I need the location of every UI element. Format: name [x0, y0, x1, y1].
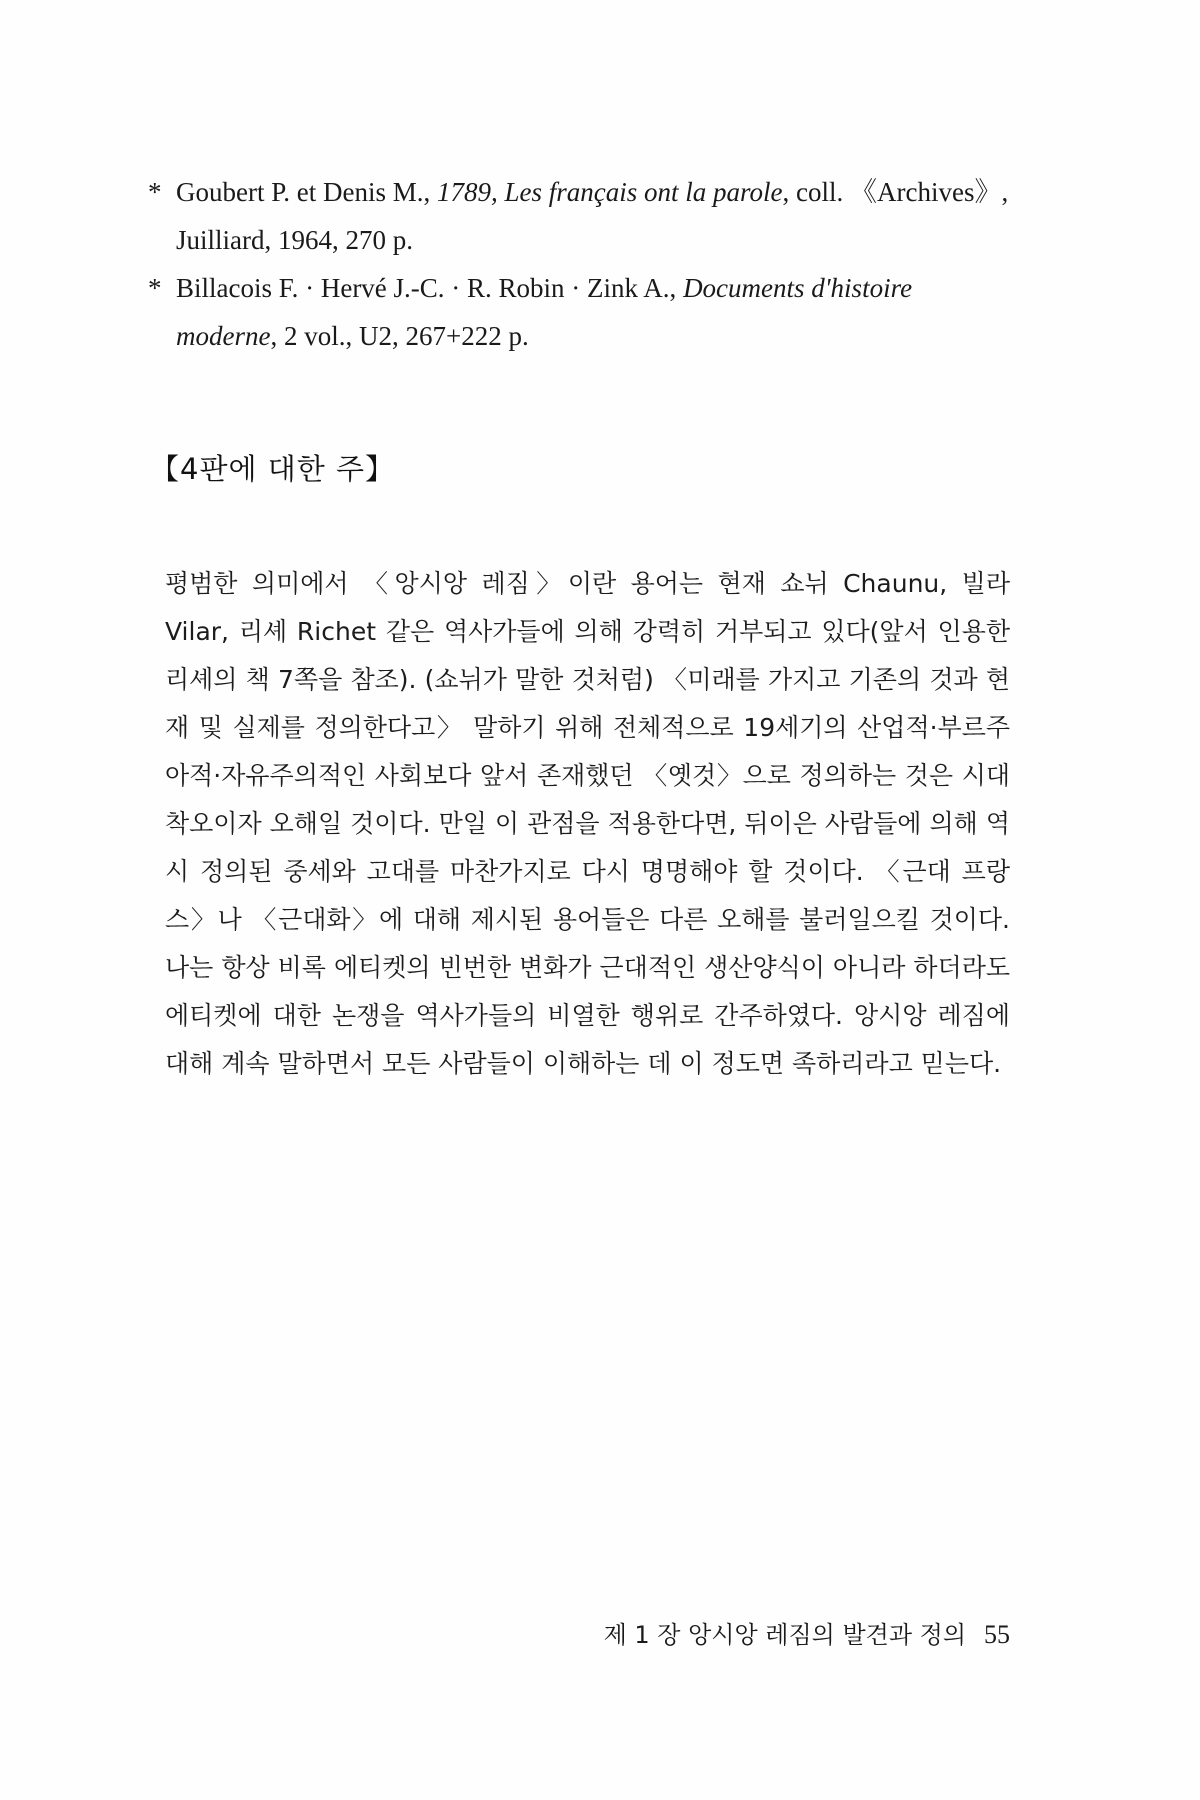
reference-item	[148, 168, 1018, 264]
reference-details: , 2 vol., U2, 267+222 p.	[270, 321, 529, 351]
reference-title: Documents d'histoire moderne	[176, 273, 913, 351]
body-paragraph: 평범한 의미에서 〈앙시앙 레짐〉이란 용어는 현재 쇼뉘 Chaunu, 빌라 Vilar, 리셰 Richet 같은 역사가들에 의해 강력히 거부되고 있다(앞서 인용한 리셰의 책 7쪽을 참조). (쇼뉘가 말한 것처럼) 〈미래를 가지고 기존의 것과 현재 및 실제를 정의한다고〉 말하기 위해 전체적으로 19세기의 산업적·부르주아적·자유주의적인 사회보다 앞서 존재했던 〈옛것〉으로 정의하는 것은 시대착오이자 오해일 것이다. 만일 이 관점을 적용한다면, 뒤이은 사람들에 의해 역시 정의된 중세와 고대를 마찬가지로 다시 명명해야 할 것이다. 〈근대 프랑스〉나 〈근대화〉에 대해 제시된 용어들은 다른 오해를 불러일으킬 것이다. 나는 항상 비록 에티켓의 빈번한 변화가 근대적인 생산양식이 아니라 하더라도 에티켓에 대한 논쟁을 역사가들의 비열한 행위로 간주하였다. 앙시앙 레짐에 대해 계속 말하면서 모든 사람들이 이해하는 데 이 정도면 족하리라고 믿는다.	[165, 569, 1010, 1078]
reference-text	[176, 168, 1018, 264]
page-number: 55	[984, 1620, 1010, 1649]
reference-marker: *	[148, 273, 162, 303]
reference-text	[176, 264, 1018, 360]
reference-title: 1789, Les français ont la parole	[436, 177, 783, 207]
reference-details: , coll. 《Archives》, Juilliard, 1964, 270 p.	[176, 177, 1009, 255]
reference-authors: Goubert P. et Denis M.,	[176, 177, 437, 207]
reference-authors: Billacois F. · Hervé J.-C. · R. Robin · Zink A.,	[176, 273, 684, 303]
section-heading: 【4판에 대한 주】	[150, 452, 395, 486]
chapter-title: 제 1 장 앙시앙 레짐의 발견과 정의	[603, 1621, 966, 1649]
running-footer	[604, 1615, 1010, 1650]
reference-list	[148, 168, 1018, 360]
reference-marker: *	[148, 177, 162, 207]
reference-item	[148, 264, 1018, 360]
